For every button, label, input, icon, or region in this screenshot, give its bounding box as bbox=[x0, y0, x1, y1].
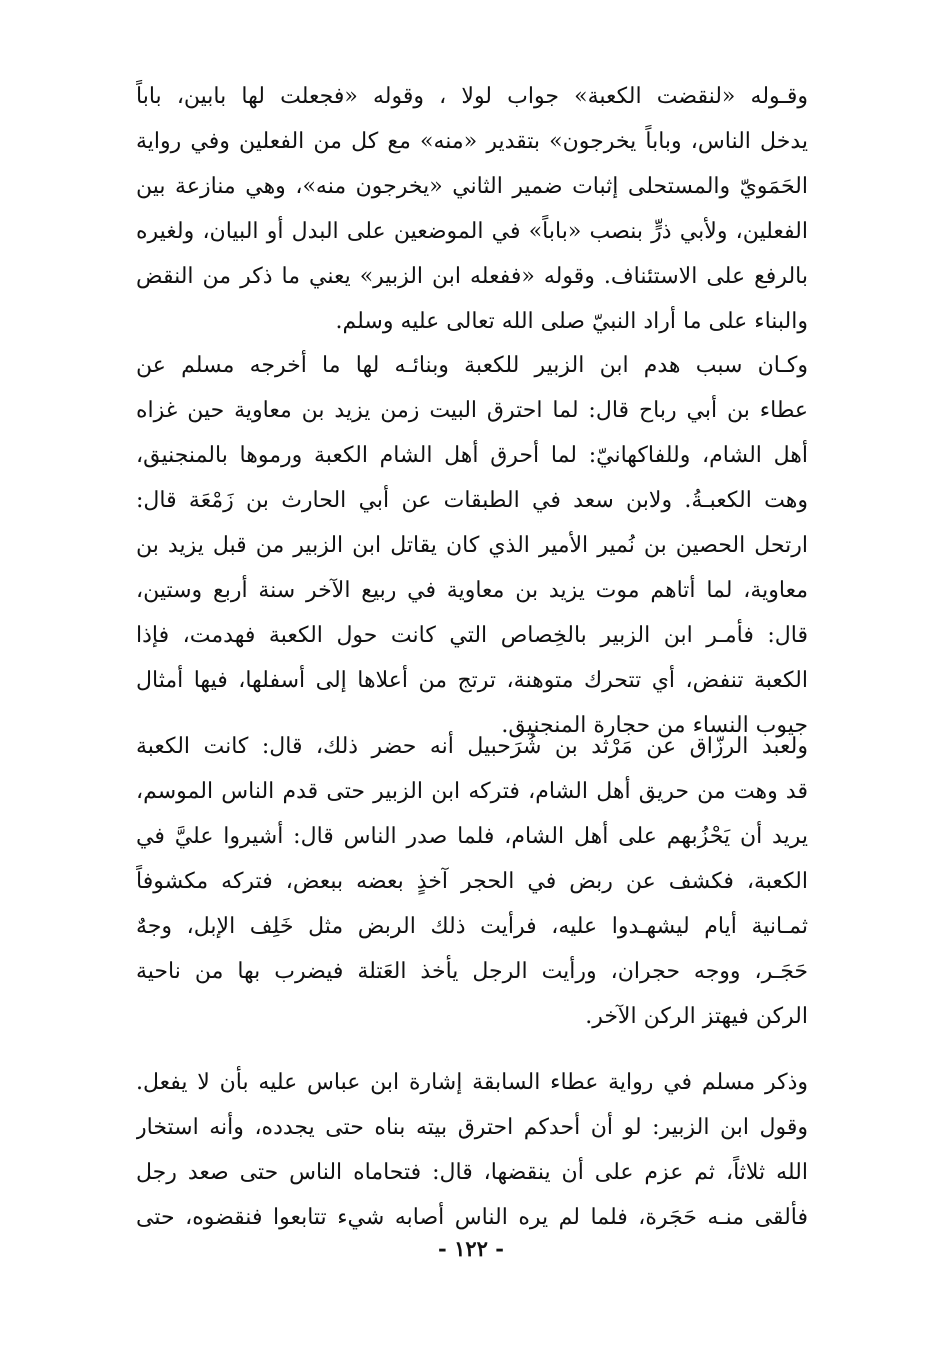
text-line: عطاء بن أبي رباح قال: لما احترق البيت زمن يزيد بن معاوية حين غزاه bbox=[136, 398, 808, 423]
text-line: يريد أن يَحْزُبهم على أهل الشام، فلما صدر الناس قال: أشيروا عليَّ في bbox=[136, 824, 808, 849]
text-line: الكعبة، فكشف عن ربض في الحجر آخذٍ بعضه ببعض، فتركه مكشوفاً bbox=[136, 869, 808, 894]
text-line: أهل الشام، وللفاكهانيّ: لما أحرق أهل الشام الكعبة ورموها بالمنجنيق، bbox=[136, 443, 808, 468]
text-line: الركن فيهتز الركن الآخر. bbox=[585, 1004, 808, 1029]
text-line: الفعلين، ولأبي ذرٍّ بنصب «باباً» في الموضعين على البدل أو البيان، ولغيره bbox=[136, 219, 808, 244]
text-line: قد وهت من حريق أهل الشام، فتركه ابن الزبير حتى قدم الناس الموسم، bbox=[136, 779, 808, 804]
text-line: الكعبة تنفض، أي تتحرك متوهنة، ترتج من أعلاها إلى أسفلها، فيها أمثال bbox=[136, 668, 808, 693]
text-line: بالرفع على الاستئناف. وقوله «ففعله ابن الزبير» يعني ما ذكر من النقض bbox=[136, 264, 808, 289]
text-line: جيوب النساء من حجارة المنجنيق. bbox=[501, 713, 808, 738]
text-line: والبناء على ما أراد النبيّ صلى الله تعالى عليه وسلم. bbox=[335, 309, 808, 334]
text-line: وقول ابن الزبير: لو أن أحدكم احترق بيته بناه حتى يجدده، وأنه استخار bbox=[136, 1115, 808, 1140]
text-line: وقـوله «لنقضت الكعبة» جواب لولا ، وقوله «فجعلت لها بابين، باباً bbox=[136, 84, 808, 109]
text-line: حَجَـر، ووجه حجران، ورأيت الرجل يأخذ العَتلة فيضرب بها من ناحية bbox=[136, 959, 808, 984]
text-line: قال: فأمـر ابن الزبير بالخِصاص التي كانت حول الكعبة فهدمت، فإذا bbox=[136, 623, 808, 648]
paragraph bbox=[136, 724, 808, 1039]
paragraph bbox=[136, 74, 808, 344]
text-line: الله ثلاثاً، ثم عزم على أن ينقضها، قال: فتحاماه الناس حتى صعد رجل bbox=[136, 1160, 808, 1185]
text-line: وهت الكعبـةُ. ولابن سعد في الطبقات عن أبي الحارث بن زَمْعَة قال: bbox=[136, 488, 808, 513]
text-line: معاوية، لما أتاهم موت يزيد بن معاوية في ربيع الآخر سنة أربع وستين، bbox=[136, 578, 808, 603]
text-line: ولعبد الرزّاق عن مَرْثد بن شُرَحبيل أنه حضر ذلك، قال: كانت الكعبة bbox=[136, 734, 808, 759]
paragraph bbox=[136, 343, 808, 748]
text-line: فألقى منـه حَجَرة، فلما لم يره الناس أصابه شيء تتابعوا فنقضوه، حتى bbox=[136, 1205, 808, 1230]
text-line: ارتحل الحصين بن نُمير الأمير الذي كان يقاتل ابن الزبير من قبل يزيد بن bbox=[136, 533, 808, 558]
paragraph bbox=[136, 1060, 808, 1240]
text-line: ثمـانية أيام ليشهـدوا عليه، فرأيت ذلك الربض مثل خَلِف الإبل، وجهٌ bbox=[136, 914, 808, 939]
text-line: الحَمَويّ والمستحلى إثبات ضمير الثاني «يخرجون منه»، وهي منازعة بين bbox=[136, 174, 808, 199]
text-line: وذكر مسلم في رواية عطاء السابقة إشارة ابن عباس عليه بأن لا يفعل. bbox=[136, 1070, 808, 1095]
text-line: يدخل الناس، وباباً يخرجون» بتقدير «منه» مع كل من الفعلين وفي رواية bbox=[136, 129, 808, 154]
page-number: - ١٢٢ - bbox=[438, 1236, 504, 1261]
text-line: وكـان سبب هدم ابن الزبير للكعبة وبنائـه لها ما أخرجه مسلم عن bbox=[136, 353, 808, 378]
